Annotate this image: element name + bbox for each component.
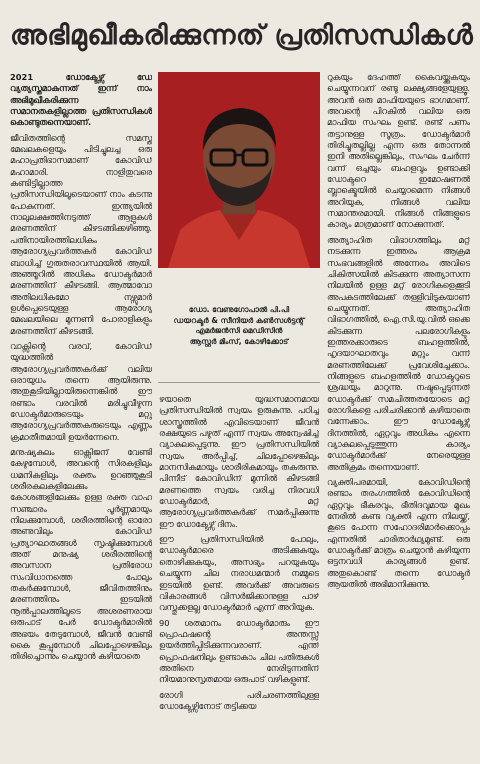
divider [158, 382, 320, 383]
paragraph: മനുഷ്യകുലം ഓക്സിജന് വേണ്ടി കേഴുമ്പോൾ, അവന്റെ സിരകളിലും ധമനികളിലും രക്തം ഉറഞ്ഞുകൂടി ശരീരകലകളിലേക്കും കോശങ്ങളിലേക്കും ഉള്ള രക്ത വാഹ സഞ്ചാരം പൂർണ്ണമായും നിലക്കുമ്പോൾ, ശരീരത്തിന്റെ ഓരോ അണുവിലും കോവിഡ് പ്രത്യാഘാതങ്ങൾ സൃഷ്ടിക്കുമ്പോൾ അത് മനുഷ്യ ശരീരത്തിന്റെ അവസാന പ്രതിരോധ സംവിധാനത്തെ പോലും തകർക്കുമ്പോൾ, ജീവിതത്തിനും മരണത്തിനും ഇടയിൽ നൂൽപ്പാലത്തിലൂടെ അശരണരായ ഒരുപാട് പേർ ഡോക്ടർമാരിൽ അഭയം തേടുമ്പോൾ, ജീവൻ വേണ്ടി കൈ കൂപ്പുമ്പോൾ ചിലപ്പോഴെങ്കിലും തിരിച്ചൊന്നും ചെയ്യാൻ കഴിയാതെ [10, 447, 152, 662]
portrait-illustration [158, 72, 320, 268]
lead-paragraph [10, 72, 152, 129]
column-1 [10, 72, 152, 762]
paragraph: വാക്സിന്റെ വരവ്, കോവിഡ് യുദ്ധത്തിൽ ആരോഗ്യപ്രവർത്തകർക്ക് വലിയ ഒരായുധം തന്നെ ആയിരുന്നു. അതുകൂടിയില്ലായിരുന്നെങ്കിൽ ഈ രണ്ടാം വരവിൽ മരിച്ചുവീഴുന്ന ഡോക്ടർമാരുടെയും മറ്റു ആരോഗ്യപ്രവർത്തകരുടെയും എണ്ണം ക്രമാതീതമായി ഉയർന്നേനെ. [10, 340, 152, 442]
photo-caption [158, 305, 320, 375]
column-3 [327, 72, 470, 762]
caption-hospital: ആസ്റ്റർ മിംസ്, കോഴിക്കോട് [189, 336, 289, 346]
column-2 [159, 394, 319, 762]
paragraph: രോഗി പരിചരണത്തിലുള്ള ഡോക്ടേഴ്സിനോട് തട്ടിക്കയ [159, 689, 319, 711]
paragraph: ജീവിതത്തിന്റെ സമസ്ത മേഖലകളെയും പിടിച്ചുലച്ച ഒരു മഹാപ്രതിഭാസമാണ് കോവിഡ് മഹാമാരി. നാളിതുവരെ കണ്ടിട്ടില്ലാത്ത പ്രതിസന്ധിയിലൂടെയാണ് നാം കടന്നു പോകുന്നത്. ഇന്ത്യയിൽ നാലുലക്ഷത്തിനടുത്ത് ആളുകൾ മരണത്തിന് കീഴടങ്ങിക്കഴിഞ്ഞു. പതിനായിരത്തിലധികം ആരോഗ്യപ്രവർത്തകർ കോവിഡ് ബാധിച്ച് ഗുരുതരാവസ്ഥയിൽ ആയി. അഞ്ഞൂറിൽ അധികം ഡോക്ടർമാർ മരണത്തിന് കീഴടങ്ങി. ആത്മാവോ അതിലധികമോ നഴ്സുമാർ ഉൾപ്പെടെയുള്ള ആരോഗ്യ മേഖലയിലെ മുന്നണി പോരാളികളും മരണത്തിന് കീഴടങ്ങി. [10, 132, 152, 336]
paragraph: റുകയും ദേഹത്ത് കൈവയ്ക്കുകയും ചെയ്യുന്നവന് രണ്ടു ലക്ഷ്യങ്ങളേയുള്ളൂ. അവൻ ഒരു മാഫിയയുടെ ഭാഗമാണ്. അവന്റെ പിറകിൽ വലിയ ഒരു മാഫിയ സംഘം ഉണ്ട്. രണ്ട് പണം തട്ടാനുള്ള സൂത്രം. ഡോക്ടർമാർ തിരിച്ചുതല്ലില്ല എന്ന ഒരു തോന്നൽ ഇനി അതില്ലെങ്കിലും, സംഘം ചേർന്ന് വന്ന് ഒച്ചയും ബഹളവും ഉണ്ടാക്കി ഡോക്ടറെ ഇമോഷണൽ ബ്ലാക്ക്മെയിൽ ചെയ്യാമെന്ന നിങ്ങൾ അറിയുക, നിങ്ങൾ വലിയ സമാന്തരമായി. നിങ്ങൾ നിങ്ങളുടെ കാര്യം മാത്രമാണ് നോക്കുന്നത്. [327, 72, 470, 230]
caption-name: ഡോ. വേണുഗോപാൽ പി.പി [188, 305, 290, 314]
paragraph: 90 ശതമാനം ഡോക്ടർമാരും ഈ പ്രൊഫഷന്റെ അന്തസ്സ് ഉയർത്തിപ്പിടിക്കുന്നവരാണ്. എന്ത് പ്രൊഫഷനിലും ഉണ്ടാകാം ചില പതിരുകൾ അതിനെ നേരിടുന്നതിന് നിയമാനുസൃതമായ ഒരുപാട് വഴികളുണ്ട്. [159, 617, 319, 685]
caption-role: ഡയറക്ടർ & സീനിയർ കൺസൾട്ടന്റ് [173, 315, 305, 325]
headline: അഭിമുഖീകരിക്കുന്നത് പ്രതിസന്ധികൾ [10, 20, 474, 51]
paragraph: അത്യാഹിത വിഭാഗത്തിലും മറ്റ് നടക്കുന്ന ഇത്തരം ആക്രമ സംഭവങ്ങളിൽ അന്നേരം അവിടെ ചികിത്സയിൽ കിടക്കുന്ന അത്യാസന്ന നിലയിൽ ഉള്ള മറ്റ് രോഗികളെക്കൂടി അപകടത്തിലേക്ക് തള്ളിവിടുകയാണ് ചെയ്യുന്നത്. അത്യാഹിത വിഭാഗത്തിൽ, ഐ.സി.യു.വിൽ ഒക്കെ കിടക്കുന്ന പലരോഗികളും ഇത്തരക്കാരുടെ ബഹളത്തിൽ, ഹൃദയാഘാതവും മറ്റും വന്ന് മരണത്തിലേക്ക് പ്രവേശിച്ചേക്കാം. നിങ്ങളുടെ ബഹളത്തിൽ ഡോക്ടറുടെ ശ്രദ്ധയും മാറുന്നു. നഷ്ടപ്പെടുന്നത് ഡോക്ടർക്ക് സമചിത്തതയോടെ മറ്റ് രോഗികളെ പരിചരിക്കാൻ കഴിയാതെ വന്നേക്കാം. ഈ ഡോക്ടേഴ്സ് ദിനത്തിൽ, ഏറ്റവും അധികം എന്നെ വ്യാകുലപ്പെടുത്തുന്ന കാര്യം ഡോക്ടർമാർക്ക് നേരെയുള്ള അതിക്രമം തന്നെയാണ്. [327, 234, 470, 472]
lead-text: 2021 ഡോക്ടേഴ്സ് ഡേ വ്യത്യസ്തമാകുന്നത് ഇന്ന് നാം അഭിമുഖീകരിക്കുന്ന സമാനതകളില്ലാത്ത പ്രതിസന്ധികൾ കൊണ്ടുതന്നെയാണ്. [10, 72, 152, 128]
author-photo [158, 72, 320, 268]
paragraph: ഈ പ്രതിസന്ധിയിൽ പോലും, ഡോക്ടർമാരെ അടിക്കുകയും തൊഴിക്കുകയും, അസഭ്യം പറയുകയും ചെയ്യുന്ന ചില നരാധമന്മാർ നമ്മുടെ ഇടയിൽ ഉണ്ട്. അവർക്ക് അവരുടെ വികാരങ്ങൾ വിസർജിക്കാനുള്ള പാഴ് വസ്തുക്കളല്ല ഡോക്ടർമാർ എന്ന് അറിയുക. [159, 534, 319, 613]
paragraph: ഴയാതെ യുദ്ധസമാനമായ പ്രതിസന്ധിയിൽ സ്വയം ഉരുകുന്നു. പഠിച്ച ശാസ്ത്രത്തിൽ എവിടെയാണ് ജീവൻ രക്ഷയുടെ പഴുത് എന്ന് സ്വയം അന്വേഷിച്ച് വ്യാകുലപ്പെടുന്നു. ഈ പ്രതിസന്ധിയിൽ സ്വയം അർപ്പിച്ച്, ചിലപ്പോഴെങ്കിലും മാനസികമായും ശാരീരികമായും തകരുന്നു. പിന്നീട് കോവിഡിന് മുന്നിൽ കീഴടങ്ങി മരണത്തെ സ്വയം വരിച്ച നിരവധി ഡോക്ടർമാർ, മറ്റ് ആരോഗ്യപ്രവർത്തകർക്ക് സമർപ്പിക്കുന്നു ഈ ഡോക്ടേഴ്സ് ദിനം. [159, 394, 319, 529]
paragraph: വ്യക്തിപരമായി, കോവിഡിന്റെ രണ്ടാം തരംഗത്തിൽ കോവിഡിന്റെ ഏറ്റവും ഭീകരവും, ഭീതിദവുമായ മുഖം നേരിൽ കണ്ട വ്യക്തി എന്ന നിലയ്ക്ക്, കൂടെ പോന്ന സഹോദരിമാർക്കൊപ്പം എന്നതിൽ ചാരിതാർഥ്യമുണ്ട്. ഒരു ഡോക്ടർക്ക് മാത്രം ചെയ്യാൻ കഴിയുന്ന ഒട്ടനവധി കാര്യങ്ങൾ ഉണ്ട്. അതുകൊണ്ട് തന്നെ ഡോക്ടർ ആയതിൽ അഭിമാനിക്കുന്നു. [327, 477, 470, 590]
caption-department: എമർജൻസി മെഡിസിൻ [195, 326, 283, 335]
